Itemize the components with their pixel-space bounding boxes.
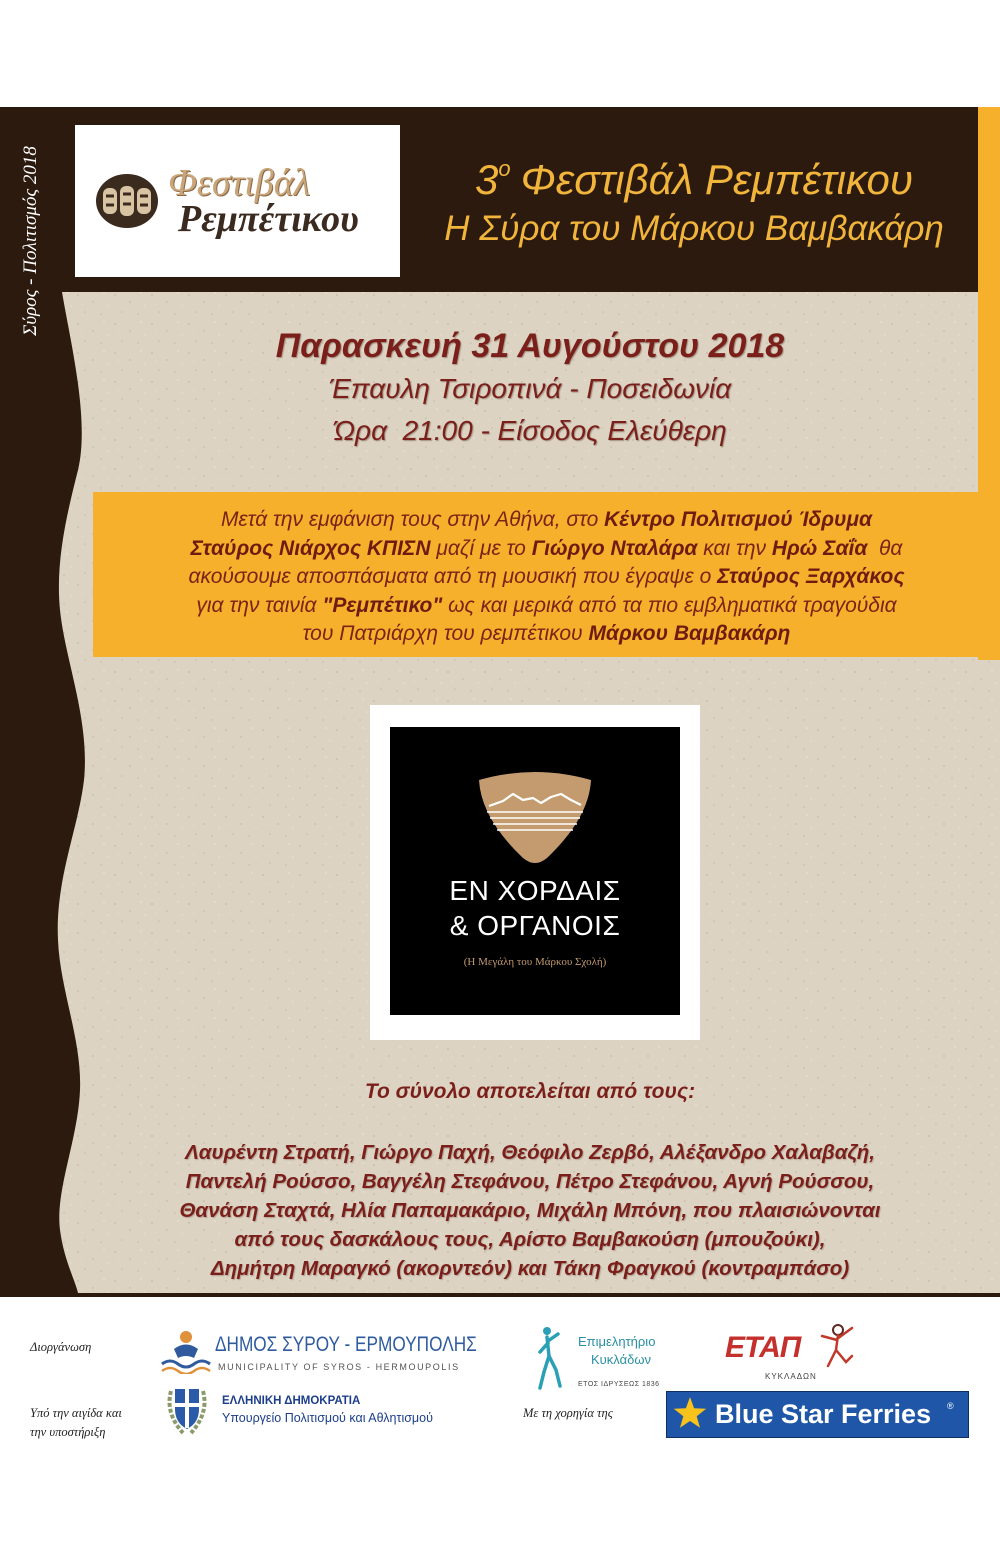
registered-mark: ® (947, 1401, 954, 1411)
members-line: Παντελή Ρούσσο, Βαγγέλη Στεφάνου, Πέτρο Στεφάνου, Αγνή Ρούσσου, (185, 1170, 875, 1193)
festival-logo (75, 125, 400, 277)
greek-coat-of-arms-icon (163, 1383, 211, 1438)
description-text: μαζί με το (430, 536, 532, 560)
description-highlight: Σταύρος Ξαρχάκος (717, 565, 905, 589)
aegis-label-line-2: την υποστήριξη (30, 1425, 106, 1439)
festival-title (410, 156, 978, 204)
members-line: Δημήτρη Μαραγκό (ακορντεόν) και Τάκη Φραγκού (κοντραμπάσο) (210, 1257, 850, 1280)
ensemble-heading: Το σύνολο αποτελείται από τους: (364, 1080, 696, 1103)
festival-emblem-icon (95, 172, 159, 230)
description-highlight: Κέντρο Πολιτισμού Ίδρυμα (604, 508, 873, 531)
republic-name: ΕΛΛΗΝΙΚΗ ΔΗΜΟΚΡΑΤΙΑ (222, 1395, 361, 1407)
etap-logo-name: ΕΤΑΠ (725, 1331, 801, 1364)
chamber-name-line-1: Επιμελητήριο (578, 1334, 656, 1349)
description-text: ακούσουμε αποσπάσματα από τη μουσική που έγραψε ο (188, 565, 718, 589)
description-text: του Πατριάρχη του ρεμπέτικου (302, 622, 589, 646)
ensemble-logo-line-2: & ΟΡΓΑΝΟΙΣ (449, 910, 621, 941)
event-venue: Έπαυλη Τσιροπινά - Ποσειδωνία (328, 373, 732, 404)
municipality-name: ΔΗΜΟΣ ΣΥΡΟΥ - ΕΡΜΟΥΠΟΛΗΣ (215, 1333, 477, 1356)
members-line: Λαυρέντη Στρατή, Γιώργο Παχή, Θεόφιλο Ζερβό, Αλέξανδρο Χαλαβαζή, (185, 1141, 875, 1164)
description-line (93, 506, 1000, 535)
description-text: θα (867, 536, 903, 560)
dancer-figure-icon (812, 1322, 862, 1374)
event-time: Ώρα 21:00 - Είσοδος Ελεύθερη (333, 415, 727, 446)
description-highlight: "Ρεμπέτικο" (322, 593, 443, 617)
description-line (93, 535, 1000, 564)
description-box (93, 492, 1000, 657)
description-text: ως και μερικά από τα πιο εμβληματικά τραγούδια (442, 593, 897, 617)
description-text: και την (697, 536, 772, 560)
lyre-shield-icon (475, 770, 595, 866)
chamber-name-line-2: Κυκλάδων (591, 1352, 651, 1367)
sponsor-label: Με τη χορηγία της (523, 1406, 613, 1420)
blue-star-ferries-name: Blue Star Ferries (715, 1399, 932, 1429)
ensemble-logo-line-1: ΕΝ ΧΟΡΔΑΙΣ (449, 875, 621, 906)
title-ordinal: ο (498, 156, 511, 181)
description-highlight: Μάρκου Βαμβακάρη (588, 622, 791, 646)
organizer-label: Διοργάνωση (30, 1340, 92, 1354)
star-icon (672, 1396, 708, 1432)
event-date: Παρασκευή 31 Αυγούστου 2018 (275, 327, 785, 365)
municipality-subtitle: MUNICIPALITY OF SYROS - HERMOUPOLIS (218, 1362, 460, 1372)
description-line (93, 563, 1000, 592)
title-number: 3 (475, 156, 499, 203)
description-text: Μετά την εμφάνιση τους στην Αθήνα, στο (220, 508, 605, 531)
side-vertical-text: Σύρος - Πολιτισμός 2018 (20, 146, 41, 336)
description-line (93, 620, 1000, 649)
ensemble-logo-frame (370, 705, 700, 1040)
ensemble-members (60, 1138, 1000, 1283)
municipality-emblem-icon (160, 1328, 212, 1374)
members-line: Θανάση Σταχτά, Ηλία Παπαμακάριο, Μιχάλη Μπόνη, που πλαισιώνονται (179, 1199, 881, 1222)
description-line (93, 592, 1000, 621)
description-highlight: Σταύρος Νιάρχος ΚΠΙΣΝ (190, 536, 431, 560)
description-highlight: Γιώργο Νταλάρα (531, 536, 698, 560)
description-text: για την ταινία (196, 593, 323, 617)
festival-logo-word-1: Φεστιβάλ (168, 162, 311, 204)
etap-logo-region: ΚΥΚΛΑΔΩΝ (765, 1372, 817, 1381)
blue-star-ferries-logo (667, 1392, 968, 1437)
members-line: από τους δασκάλους τους, Αρίστο Βαμβακούση (μπουζούκι), (234, 1228, 826, 1251)
aegis-label-line-1: Υπό την αιγίδα και (30, 1406, 122, 1420)
festival-subtitle: Η Σύρα του Μάρκου Βαμβακάρη (444, 209, 944, 248)
ensemble-logo-tagline: (Η Μεγάλη του Μάρκου Σχολή) (463, 956, 607, 968)
title-text: Φεστιβάλ Ρεμπέτικου (520, 156, 913, 203)
ministry-name: Υπουργείο Πολιτισμού και Αθλητισμού (222, 1411, 433, 1425)
runner-figure-icon (536, 1326, 564, 1392)
ensemble-logo (390, 727, 680, 1015)
chamber-founded: ΕΤΟΣ ΙΔΡΥΣΕΩΣ 1836 (578, 1381, 660, 1388)
description-highlight: Ηρώ Σαΐα (771, 536, 868, 560)
festival-logo-word-2: Ρεμπέτικου (178, 198, 359, 240)
